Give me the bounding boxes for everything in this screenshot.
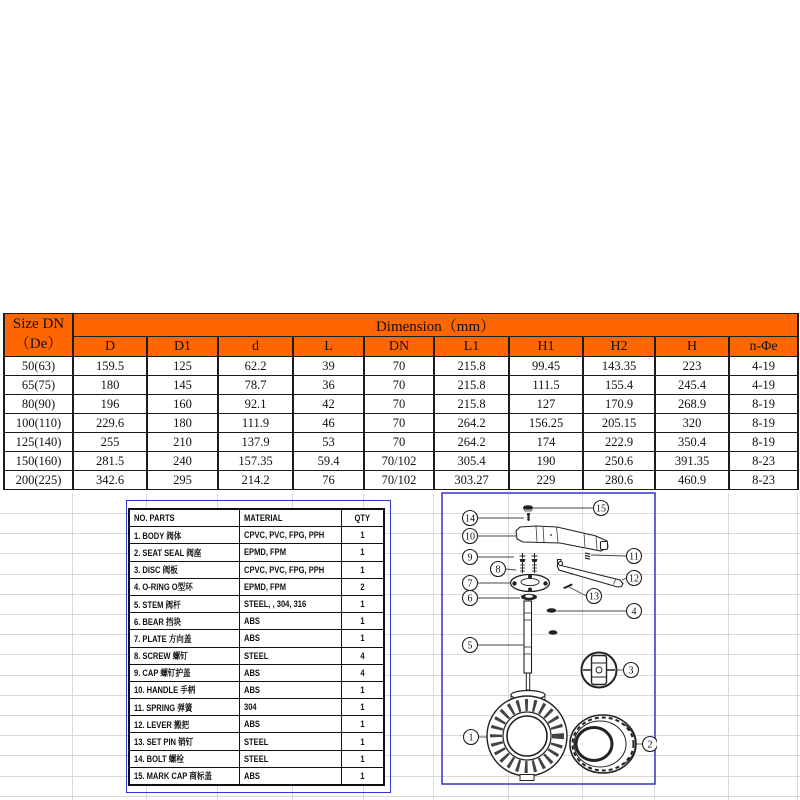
table-row <box>129 767 384 785</box>
dimension-group-header: Dimension（mm） <box>73 314 798 337</box>
valve-body-part <box>487 691 567 781</box>
table-row <box>129 716 384 733</box>
table-cell: 190 <box>509 452 583 471</box>
table-row <box>4 395 798 414</box>
table-cell: 200(225) <box>4 471 73 490</box>
gridline <box>0 614 800 615</box>
column-header: DN <box>364 337 434 357</box>
table-cell: 8-19 <box>729 433 798 452</box>
column-header: L <box>293 337 364 357</box>
table-cell: 210 <box>147 433 218 452</box>
table-cell: 111.5 <box>509 376 583 395</box>
table-cell: 350.4 <box>655 433 729 452</box>
table-cell: 150(160) <box>4 452 73 471</box>
table-cell: 155.4 <box>583 376 655 395</box>
table-row <box>4 376 798 395</box>
table-cell: ABS <box>239 613 341 630</box>
table-cell: EPMD, FPM <box>239 544 341 561</box>
table-cell: 3. DISC 阀板 <box>129 561 239 578</box>
table-cell: 180 <box>147 414 218 433</box>
table-row <box>129 595 384 612</box>
table-cell: 223 <box>655 357 729 376</box>
table-row <box>4 452 798 471</box>
table-cell: 70 <box>364 357 434 376</box>
table-cell: 7. PLATE 方向盖 <box>129 630 239 647</box>
table-cell: STEEL <box>239 750 341 767</box>
table-cell: 229 <box>509 471 583 490</box>
table-cell: 1 <box>341 544 384 561</box>
column-header: MATERIAL <box>239 509 341 527</box>
callout-number: 11 <box>629 551 639 563</box>
callout-number: 14 <box>465 513 475 525</box>
gridline <box>728 493 729 800</box>
table-cell: 196 <box>73 395 147 414</box>
table-row <box>129 733 384 750</box>
gridline <box>0 533 800 534</box>
callout-number: 15 <box>596 503 606 515</box>
table-cell: 42 <box>293 395 364 414</box>
table-cell: ABS <box>239 767 341 785</box>
column-header: d <box>218 337 293 357</box>
table-cell: 214.2 <box>218 471 293 490</box>
table-cell: 460.9 <box>655 471 729 490</box>
table-cell: 5. STEM 阀杆 <box>129 595 239 612</box>
cap-part <box>532 553 538 573</box>
table-cell: 250.6 <box>583 452 655 471</box>
table-cell: CPVC, PVC, FPG, PPH <box>239 527 341 544</box>
table-cell: 264.2 <box>434 414 509 433</box>
table-cell: 6. BEAR 挡块 <box>129 613 239 630</box>
table-cell: 4. O-RING O型环 <box>129 578 239 595</box>
size-dn-line2: （De） <box>14 336 63 352</box>
table-cell: 304 <box>239 699 341 716</box>
dimension-table <box>3 313 799 490</box>
callout-leader-line <box>622 578 627 580</box>
table-cell: 11. SPRING 弹簧 <box>129 699 239 716</box>
gridline <box>797 493 798 800</box>
callout-number: 10 <box>465 531 475 543</box>
table-row <box>129 613 384 630</box>
table-cell: 303.27 <box>434 471 509 490</box>
table-cell: 53 <box>293 433 364 452</box>
table-cell: STEEL <box>239 647 341 664</box>
table-cell: 92.1 <box>218 395 293 414</box>
table-cell: 99.45 <box>509 357 583 376</box>
table-cell: ABS <box>239 630 341 647</box>
callout-number: 13 <box>589 591 599 603</box>
table-cell: 157.35 <box>218 452 293 471</box>
table-cell: 391.35 <box>655 452 729 471</box>
callout-number: 3 <box>628 665 634 677</box>
table-cell: 1. BODY 阀体 <box>129 527 239 544</box>
gridline <box>0 634 800 635</box>
callout-number: 1 <box>468 732 474 744</box>
gridline <box>0 553 800 554</box>
callout-number: 4 <box>631 606 637 618</box>
size-dn-line1: Size DN <box>12 316 65 333</box>
table-row <box>129 527 384 544</box>
table-cell: 264.2 <box>434 433 509 452</box>
table-cell: 145 <box>147 376 218 395</box>
table-row <box>129 664 384 681</box>
table-cell: 268.9 <box>655 395 729 414</box>
handle-part <box>516 526 608 551</box>
column-header: D <box>73 337 147 357</box>
table-cell: 170.9 <box>583 395 655 414</box>
gridline <box>0 654 800 655</box>
table-cell: 4-19 <box>729 376 798 395</box>
table-cell: 70 <box>364 414 434 433</box>
table-cell: 1 <box>341 595 384 612</box>
table-cell: 50(63) <box>4 357 73 376</box>
gridline <box>0 755 800 756</box>
gridline <box>0 735 800 736</box>
gridline <box>0 796 800 797</box>
table-cell: 111.9 <box>218 414 293 433</box>
table-row <box>129 681 384 698</box>
table-cell: 255 <box>73 433 147 452</box>
table-cell: 215.8 <box>434 376 509 395</box>
table-cell: 245.4 <box>655 376 729 395</box>
table-cell: 9. CAP 螺钉护盖 <box>129 664 239 681</box>
table-cell: 15. MARK CAP 商标盖 <box>129 767 239 785</box>
gridline <box>0 776 800 777</box>
callout-leader-line <box>591 555 627 556</box>
callout-leader-line <box>569 587 587 596</box>
table-cell: 1 <box>341 733 384 750</box>
table-cell: 229.6 <box>73 414 147 433</box>
table-cell: 36 <box>293 376 364 395</box>
bear-part <box>521 594 537 600</box>
table-cell: 70 <box>364 395 434 414</box>
gridline <box>433 493 434 800</box>
table-cell: 70 <box>364 433 434 452</box>
callout-number: 6 <box>467 593 473 605</box>
table-cell: ABS <box>239 681 341 698</box>
disc-part <box>582 653 617 688</box>
bolt-part <box>527 513 530 521</box>
table-cell: 1 <box>341 699 384 716</box>
column-header: QTY <box>341 509 384 527</box>
callout-number: 9 <box>467 552 473 564</box>
table-cell: 2. SEAT SEAL 阀座 <box>129 544 239 561</box>
table-cell: 70/102 <box>364 452 434 471</box>
table-cell: 1 <box>341 561 384 578</box>
table-row <box>4 471 798 490</box>
callout-number: 7 <box>467 578 473 590</box>
table-row <box>129 578 384 595</box>
table-cell: 8-23 <box>729 452 798 471</box>
table-cell: 240 <box>147 452 218 471</box>
dimension-table-body <box>4 357 798 490</box>
table-row <box>4 414 798 433</box>
table-cell: 1 <box>341 613 384 630</box>
table-cell: 137.9 <box>218 433 293 452</box>
table-cell: 159.5 <box>73 357 147 376</box>
dimension-column-headers <box>4 337 798 357</box>
table-row <box>129 699 384 716</box>
table-cell: 2 <box>341 578 384 595</box>
gridline <box>72 493 73 800</box>
table-cell: 125 <box>147 357 218 376</box>
column-header: D1 <box>147 337 218 357</box>
table-cell: 76 <box>293 471 364 490</box>
table-cell: 8-23 <box>729 471 798 490</box>
table-cell: 342.6 <box>73 471 147 490</box>
table-cell: 1 <box>341 750 384 767</box>
parts-table <box>128 508 385 786</box>
table-cell: 1 <box>341 527 384 544</box>
table-cell: 4 <box>341 664 384 681</box>
table-cell: 180 <box>73 376 147 395</box>
table-cell: ABS <box>239 716 341 733</box>
lever-part <box>558 560 624 588</box>
table-cell: CPVC, PVC, FPG, PPH <box>239 561 341 578</box>
table-cell: 14. BOLT 螺栓 <box>129 750 239 767</box>
table-cell: 305.4 <box>434 452 509 471</box>
mark-cap-part <box>523 505 533 511</box>
table-cell: 320 <box>655 414 729 433</box>
gridline <box>0 594 800 595</box>
stem-part <box>524 601 532 690</box>
plate-part <box>511 575 550 592</box>
table-cell: 62.2 <box>218 357 293 376</box>
table-row <box>129 630 384 647</box>
column-header: H2 <box>583 337 655 357</box>
table-cell: 100(110) <box>4 414 73 433</box>
dimension-header-row <box>4 314 798 337</box>
callout-number: 8 <box>495 564 501 576</box>
parts-table-body <box>129 527 384 785</box>
table-cell: 78.7 <box>218 376 293 395</box>
gridline <box>0 675 800 676</box>
table-cell: 222.9 <box>583 433 655 452</box>
table-cell: 215.8 <box>434 357 509 376</box>
o-ring-part <box>547 608 558 634</box>
table-cell: STEEL, , 304, 316 <box>239 595 341 612</box>
column-header: H <box>655 337 729 357</box>
callout-number: 12 <box>629 573 639 585</box>
table-cell: 205.15 <box>583 414 655 433</box>
table-cell: 8-19 <box>729 395 798 414</box>
table-cell: 46 <box>293 414 364 433</box>
table-cell: 160 <box>147 395 218 414</box>
callout-number: 2 <box>647 739 653 751</box>
table-cell: 65(75) <box>4 376 73 395</box>
table-cell: 4-19 <box>729 357 798 376</box>
table-cell: 59.4 <box>293 452 364 471</box>
table-cell: 1 <box>341 681 384 698</box>
exploded-view-diagram <box>441 492 657 786</box>
column-header: L1 <box>434 337 509 357</box>
table-row <box>129 544 384 561</box>
table-row <box>129 647 384 664</box>
table-cell: 70/102 <box>364 471 434 490</box>
column-header: n-Φe <box>729 337 798 357</box>
table-cell: 13. SET PIN 销钉 <box>129 733 239 750</box>
table-cell: 127 <box>509 395 583 414</box>
table-cell: STEEL <box>239 733 341 750</box>
table-row <box>129 561 384 578</box>
table-cell: 125(140) <box>4 433 73 452</box>
screw-part <box>520 553 526 573</box>
table-cell: 156.25 <box>509 414 583 433</box>
table-row <box>4 433 798 452</box>
table-cell: 8. SCREW 螺钉 <box>129 647 239 664</box>
table-cell: 280.6 <box>583 471 655 490</box>
table-cell: 39 <box>293 357 364 376</box>
table-row <box>129 750 384 767</box>
table-cell: 1 <box>341 767 384 785</box>
table-cell: 8-19 <box>729 414 798 433</box>
parts-header-row <box>129 509 384 527</box>
table-cell: 70 <box>364 376 434 395</box>
table-cell: 1 <box>341 716 384 733</box>
gridline <box>0 513 800 514</box>
table-cell: 10. HANDLE 手柄 <box>129 681 239 698</box>
table-cell: 4 <box>341 647 384 664</box>
table-cell: 80(90) <box>4 395 73 414</box>
table-cell: 281.5 <box>73 452 147 471</box>
table-cell: 12. LEVER 搬把 <box>129 716 239 733</box>
column-header: NO. PARTS <box>129 509 239 527</box>
spring-part <box>585 553 590 559</box>
table-cell: 1 <box>341 630 384 647</box>
table-cell: 215.8 <box>434 395 509 414</box>
table-cell: ABS <box>239 664 341 681</box>
table-row <box>4 357 798 376</box>
table-cell: 143.35 <box>583 357 655 376</box>
gridline <box>0 574 800 575</box>
gridline <box>0 715 800 716</box>
gridline <box>0 695 800 696</box>
column-header: H1 <box>509 337 583 357</box>
table-cell: 174 <box>509 433 583 452</box>
callout-leader-line <box>506 569 517 570</box>
size-dn-header <box>4 314 73 357</box>
table-cell: EPMD, FPM <box>239 578 341 595</box>
table-cell: 295 <box>147 471 218 490</box>
seat-seal-part <box>570 715 636 773</box>
callout-number: 5 <box>467 640 473 652</box>
